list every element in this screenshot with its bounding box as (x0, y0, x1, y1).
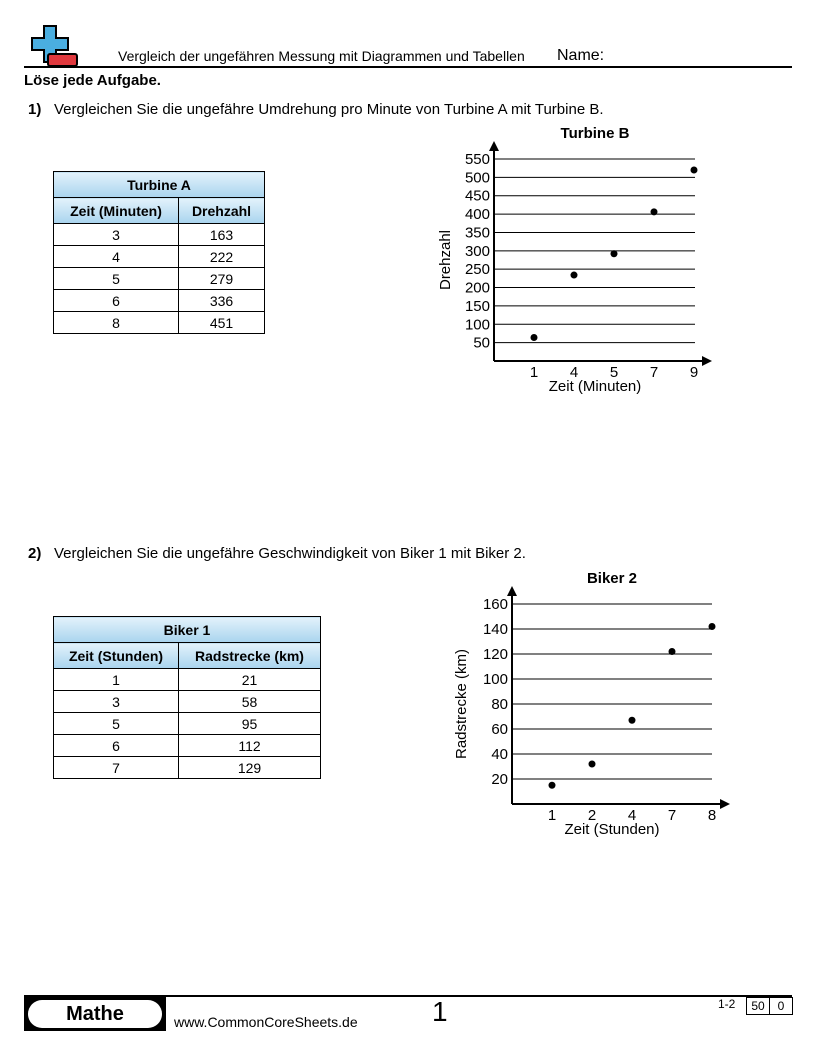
header-divider (24, 66, 792, 68)
table-row (54, 691, 321, 713)
table-cell: 95 (179, 713, 321, 735)
table-row (54, 713, 321, 735)
site-url: www.CommonCoreSheets.de (174, 1014, 358, 1030)
table-row (54, 290, 265, 312)
y-axis-arrow (489, 141, 499, 151)
table-title: Turbine A (54, 172, 265, 198)
y-tick-label: 40 (491, 746, 508, 763)
data-point (571, 272, 578, 279)
subject-label: Mathe (28, 1000, 162, 1028)
x-axis-arrow (720, 799, 730, 809)
x-tick-label: 4 (627, 807, 637, 824)
table-cell: 1 (54, 669, 179, 691)
worksheet-title: Vergleich der ungefähren Messung mit Diagrammen und Tabellen (118, 48, 525, 64)
x-tick-label: 9 (689, 364, 699, 381)
y-axis-arrow (507, 586, 517, 596)
name-label: Name: (557, 47, 605, 64)
data-point (589, 761, 596, 768)
column-header: Zeit (Stunden) (54, 643, 179, 669)
y-tick-label: 100 (482, 671, 508, 688)
question-2-number: 2) (28, 545, 42, 562)
instructions: Löse jede Aufgabe. (24, 72, 161, 89)
biker-2-chart (440, 565, 740, 840)
table-cell: 5 (54, 713, 179, 735)
x-tick-label: 1 (547, 807, 557, 824)
table-cell: 8 (54, 312, 179, 334)
x-axis-arrow (702, 356, 712, 366)
y-tick-label: 500 (464, 169, 490, 187)
table-cell: 3 (54, 224, 179, 246)
x-tick-label: 2 (587, 807, 597, 824)
y-tick-label: 250 (464, 261, 490, 279)
y-axis-label: Drehzahl (437, 229, 454, 291)
y-tick-label: 200 (464, 279, 490, 297)
turbine-a-table (53, 171, 265, 334)
y-tick-label: 140 (482, 621, 508, 638)
x-tick-label: 5 (609, 364, 619, 381)
table-row (54, 312, 265, 334)
y-tick-label: 300 (464, 242, 490, 260)
x-axis-label: Zeit (Minuten) (548, 378, 642, 395)
data-point (531, 334, 538, 341)
turbine-b-chart (420, 120, 730, 395)
y-tick-label: 450 (464, 187, 490, 205)
table-cell: 5 (54, 268, 179, 290)
y-tick-label: 550 (464, 151, 490, 168)
column-header: Zeit (Minuten) (54, 198, 179, 224)
table-cell: 222 (179, 246, 265, 268)
table-cell: 6 (54, 735, 179, 757)
table-cell: 6 (54, 290, 179, 312)
table-cell: 129 (179, 757, 321, 779)
table-row (54, 669, 321, 691)
question-2-text: Vergleichen Sie die ungefähre Geschwindigkeit von Biker 1 mit Biker 2. (54, 545, 526, 562)
data-point (611, 250, 618, 257)
data-point (629, 717, 636, 724)
y-tick-label: 160 (482, 596, 508, 613)
y-tick-label: 100 (464, 316, 490, 334)
chart-title: Biker 2 (586, 570, 638, 587)
table-cell: 451 (179, 312, 265, 334)
table-cell: 279 (179, 268, 265, 290)
y-tick-label: 80 (491, 696, 508, 713)
x-tick-label: 1 (529, 364, 539, 381)
question-1-text: Vergleichen Sie die ungefähre Umdrehung pro Minute von Turbine A mit Turbine B. (54, 101, 604, 118)
table-title: Biker 1 (54, 617, 321, 643)
y-tick-label: 120 (482, 646, 508, 663)
table-cell: 3 (54, 691, 179, 713)
data-point (669, 648, 676, 655)
table-row (54, 246, 265, 268)
y-tick-label: 150 (464, 297, 490, 315)
table-cell: 58 (179, 691, 321, 713)
y-axis-label: Radstrecke (km) (453, 648, 470, 760)
x-tick-label: 8 (707, 807, 717, 824)
y-tick-label: 350 (464, 224, 490, 242)
table-cell: 163 (179, 224, 265, 246)
data-point (549, 782, 556, 789)
data-point (651, 208, 658, 215)
table-cell: 336 (179, 290, 265, 312)
data-point (691, 167, 698, 174)
column-header: Radstrecke (km) (179, 643, 321, 669)
y-tick-label: 50 (473, 334, 490, 352)
table-row (54, 757, 321, 779)
table-cell: 4 (54, 246, 179, 268)
table-row (54, 224, 265, 246)
problem-range: 1-2 (718, 997, 736, 1011)
table-row (54, 735, 321, 757)
biker-1-table (53, 616, 321, 779)
score-zero-box: 0 (769, 997, 793, 1015)
y-tick-label: 20 (491, 771, 508, 788)
table-cell: 112 (179, 735, 321, 757)
chart-title: Turbine B (560, 125, 630, 142)
x-tick-label: 4 (569, 364, 579, 381)
table-cell: 7 (54, 757, 179, 779)
y-tick-label: 60 (491, 721, 508, 738)
table-cell: 21 (179, 669, 321, 691)
x-axis-label: Zeit (Stunden) (564, 821, 660, 838)
page-number: 1 (432, 996, 448, 1027)
question-1-number: 1) (28, 101, 42, 118)
table-row (54, 268, 265, 290)
x-tick-label: 7 (649, 364, 659, 381)
data-point (709, 623, 716, 630)
y-tick-label: 400 (464, 206, 490, 224)
site-logo-icon (24, 24, 80, 68)
column-header: Drehzahl (179, 198, 265, 224)
x-tick-label: 7 (667, 807, 677, 824)
score-total-box: 50 (746, 997, 770, 1015)
